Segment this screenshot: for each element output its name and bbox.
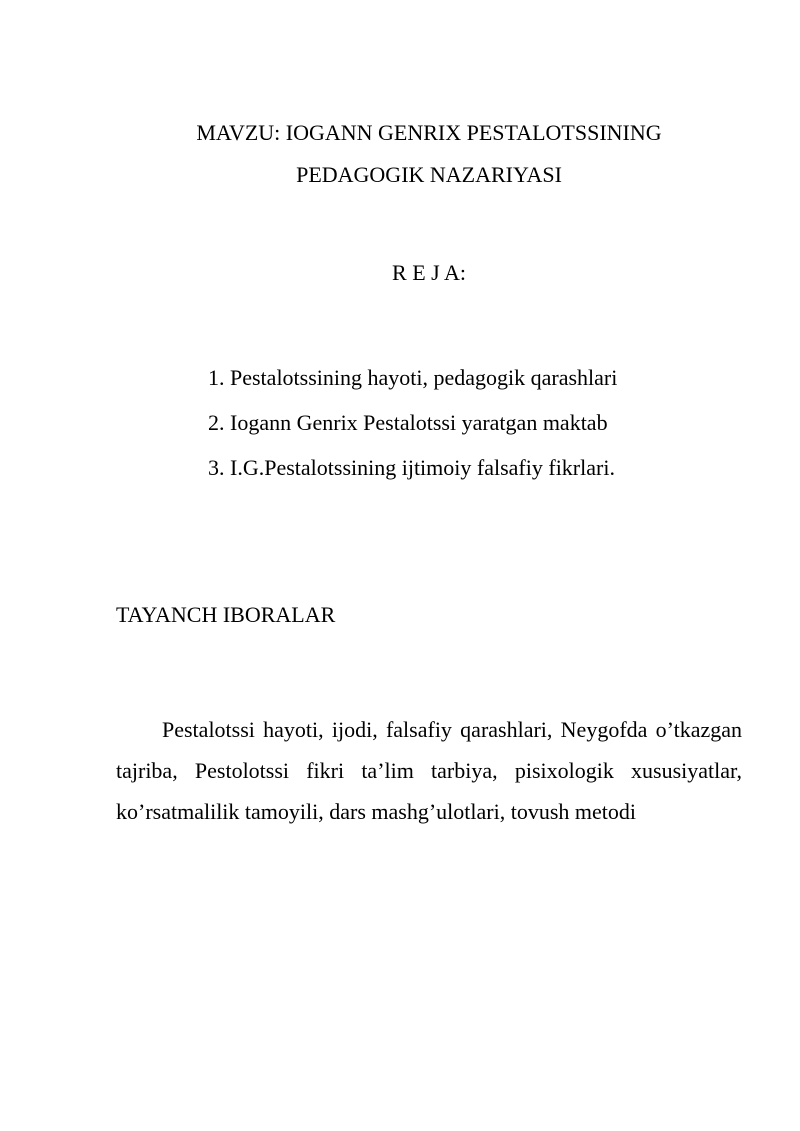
plan-item-1: 1. Pestalotssining hayoti, pedagogik qarashlari <box>208 365 618 390</box>
keywords-paragraph: Pestalotssi hayoti, ijodi, falsafiy qarashlari, Neygofda o’tkazgan tajriba, Pestolotssi fikri ta’lim tarbiya, pisixologik xususiyatlar, ko’rsatmalilik tamoyili, dars mashg’ulotlari, tovush metodi <box>116 717 742 824</box>
plan-list <box>208 355 617 490</box>
plan-item-3: 3. I.G.Pestalotssining ijtimoiy falsafiy fikrlari. <box>208 455 615 480</box>
plan-item-2: 2. Iogann Genrix Pestalotssi yaratgan maktab <box>208 410 608 435</box>
document-title-line-2: PEDAGOGIK NAZARIYASI <box>296 162 562 187</box>
keywords-heading: TAYANCH IBORALAR <box>116 602 336 627</box>
document-title-line-1: MAVZU: IOGANN GENRIX PESTALOTSSINING <box>196 120 662 145</box>
plan-heading: R E J A: <box>392 260 466 285</box>
keywords-paragraph-block <box>116 709 742 832</box>
